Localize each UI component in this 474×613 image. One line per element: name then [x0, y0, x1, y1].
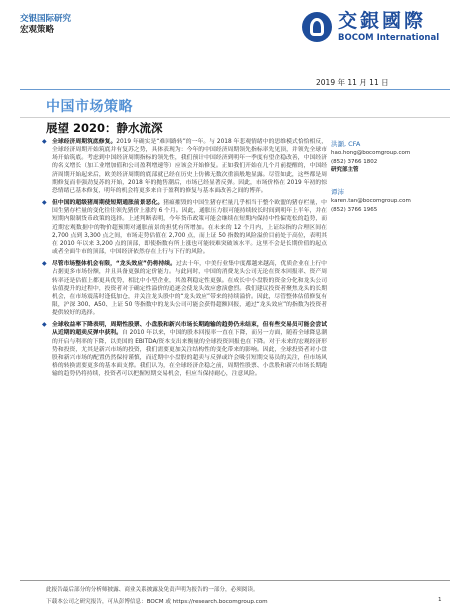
author-block-2	[331, 188, 451, 214]
paragraph-text: 2019 年确实是“难回路转”的一年。与 2018 年悲观情绪中的思维模式恰恰相反，全球经济周期开始筑底并有复苏之势，具体表现为：今年的中国经济周期领先指标率先见顶，并领先全球市场开始筑底。考虑到中国经济周期指标的领先性，我们预计中国经济到明年一季度有望企稳改善，中国经济的名义增长（加工业增加值和公司盈利增速等）应该会开始修复。正如我们开始在几个月前提醒的，中国经济周期开始起来后，欧美经济周期的底部就已经在历史上仿佛无数次重演般地显露。尽管如此，这些都是周期修复而非强劲复苏的开始，2018 年的抛售潮后，市场已经显著反弹。因此，市场价格在 2019 年初的惊恐情绪已基本修复，明年的机会将更多来自于盈利的修复与基本面改善之间的博弈。	[52, 139, 327, 194]
author-name: 洪灝, CFA	[331, 140, 361, 148]
header-left	[20, 14, 71, 36]
author-name: 谭沛	[331, 188, 344, 196]
footer-divider	[20, 580, 450, 581]
bullet-icon: ◆	[42, 321, 47, 329]
author-email[interactable]: karen.tan@bocomgroup.com	[331, 197, 411, 204]
brand-name: 交银国际研究	[20, 14, 72, 24]
author-email[interactable]: hao.hong@bocomgroup.com	[331, 149, 411, 156]
author-phone: (852) 3766 1965	[331, 206, 378, 213]
section-divider	[20, 117, 450, 118]
bullet-icon: ◆	[42, 199, 47, 207]
section-title: 中国市场策略	[46, 99, 133, 115]
paragraph-text: 过去十年，中美行业集中度都越来越高，优质企业在上行中占据更多市场份额，并且具备更强的定价能力。与此同时，中国的消费龙头公司无论在资本回报率、资产周转率还是估值上都更具优势，相比中小型企业，其盈利稳定性更强。在成长中小盘股的资金分化和龙头公司估值提升的过程中，投资者对于确定性溢价的追逐会使龙头效应愈演愈烈。我们建议投资者聚焦龙头的长期机会，在市场震荡时逢低加仓，并关注龙头股中的“龙头效应”带来的持续溢价。因此，尽管整体估值修复有限，沪深 300、A50、上证 50 等指数中的龙头公司可能会获得超额回报，通过“龙头效应”的指数为投资者提供较好的选择。	[52, 261, 327, 317]
company-logo	[302, 10, 452, 46]
logo-english-name: BOCOM International	[338, 33, 440, 43]
paragraph-lead: 全球经济周期筑底修复。	[52, 139, 117, 145]
paragraph-lead: 但中国的超级猪周期使短期通胀前景恶化。	[52, 200, 164, 207]
report-body	[42, 138, 327, 382]
paragraph-3	[42, 260, 327, 317]
bullet-icon: ◆	[42, 138, 47, 145]
paragraph-text: 自 2010 年以来，中国的股本回报率一直在下降，而另一方面，随着全球降息潮的开启与利率的下降，以美国的 EBITDA/资本支出来衡量的全球投资回报也在下降。对于未来的宏观经济形势和投资，尤其是新兴市场的投资，我们需要更加关注结构性的变化带来的影响。因此，全球投资者对小盘股和新兴市场的配置仍然保持谨慎，而近期中小盘股的超卖与反弹或许会吸引短期交易员的关注，但市场风格的转换需要更多的基本面支撑。我们认为，在全球经济企稳之前，周期性股票、小盘股和新兴市场长期跑输的趋势仍将持续，投资者可以把握短期交易机会，但应当保持耐心，注意风险。	[52, 330, 327, 378]
footer-download-link[interactable]: 下载本公司之研究报告，可从彭博信息：BOCM 或 https://research.bocomgroup.com	[46, 599, 268, 605]
author-block-1	[331, 140, 451, 175]
paragraph-4	[42, 321, 327, 378]
logo-chinese-name: 交銀國際	[338, 10, 427, 32]
header-divider	[20, 89, 450, 90]
paragraph-1	[42, 138, 327, 195]
report-category: 宏观策略	[20, 25, 55, 35]
footer-disclaimer: 此报告最后部分的分析师披露、商业关系披露及免责声明为报告的一部分，必须阅读。	[46, 587, 259, 593]
paragraph-2	[42, 199, 327, 256]
report-date: 2019 年 11 月 11 日	[316, 78, 389, 87]
page-number: 1	[438, 597, 442, 603]
author-role: 研究部主管	[331, 167, 359, 174]
bullet-icon: ◆	[42, 260, 47, 268]
logo-mark-icon	[302, 12, 332, 42]
paragraph-text: 猪瘟摧毁的中国生猪存栏量几乎相当于整个欧盟的猪存栏量，中国生猪存栏量的变化往往领先猪价上涨约 6 个月。因此，通胀压力很可能持续较长时间到明年上半年，并在短期内限制货币政策的选择。上述判断表明，今年货币政策可能会继续在短期内保持中性偏宽松的趋势，而近期宏观数据中的物价超预期对通胀前景的担忧有所增加。在未来的 12 个月内，上证综指的合理区间在 2,700 点到 3,300 点之间，市场走势估值在 2,700 点，而上证 50 指数的风险溢价目前处于高位，表明其在 2010 年以来 3,200 点的顶部，即使指数有所上涨也可能较难突破该水平。这里不会是长期价值的起点或者全面牛市的顶部，中国经济依然存在上行与下行的风险。	[52, 200, 327, 256]
paragraph-lead: 全球收益率下降表明，周期性股票、小盘股和新兴市场长期跑输的趋势仍未结束，但有些交易员可能会尝试从近期的超卖反弹中获利。	[52, 322, 327, 337]
author-phone: (852) 3766 1802	[331, 158, 378, 165]
report-title: 展望 2020：静水流深	[46, 121, 163, 135]
paragraph-lead: 尽管市场整体机会有限，“龙头效应”仍将持续。	[52, 261, 176, 268]
